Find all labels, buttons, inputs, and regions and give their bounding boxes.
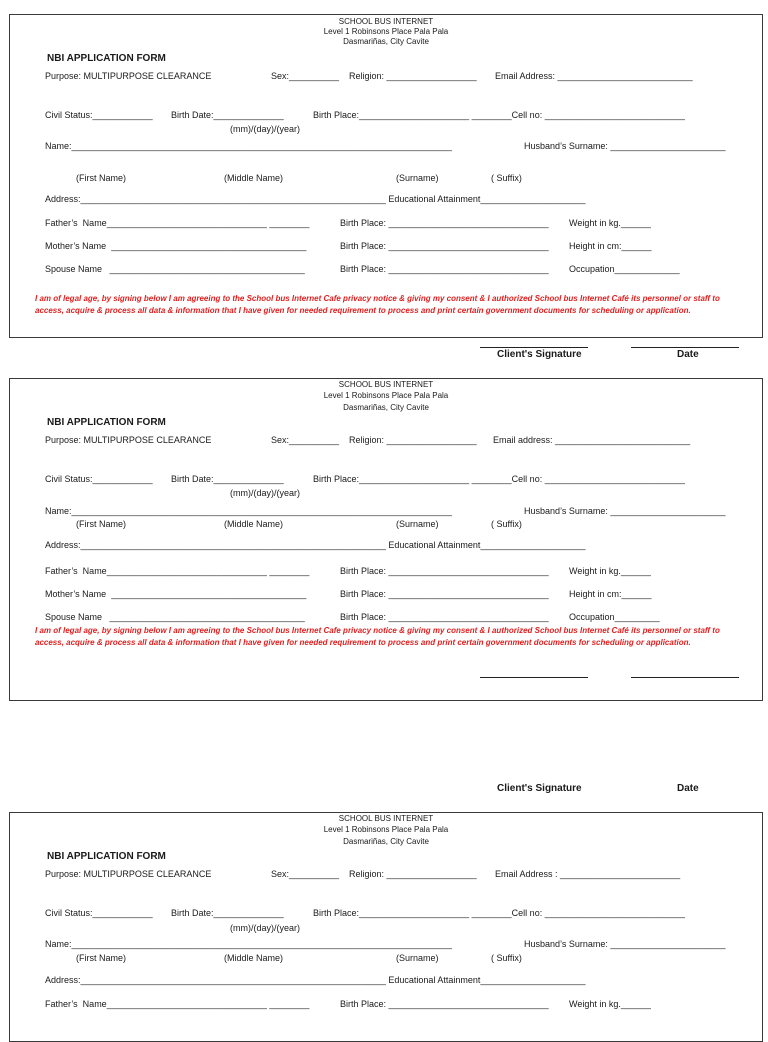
application-form-2 (9, 378, 763, 701)
father-name-field[interactable]: Father’s Name________________________________ ________ (45, 218, 310, 228)
header-line-1: SCHOOL BUS INTERNET (338, 17, 434, 26)
mother-birth-place-field[interactable]: Birth Place: ________________________________ (340, 241, 549, 251)
birth-date-hint: (mm)/(day)/(year) (230, 923, 300, 933)
date-line (631, 677, 739, 678)
mother-name-field[interactable]: Mother’s Name _______________________________________ (45, 589, 307, 599)
religion-field[interactable]: Religion: __________________ (349, 435, 477, 445)
first-name-label: (First Name) (76, 953, 126, 963)
form-title: NBI APPLICATION FORM (47, 851, 166, 862)
middle-name-label: (Middle Name) (224, 173, 284, 183)
civil-status-field[interactable]: Civil Status:____________ (45, 110, 153, 120)
name-field[interactable]: Name:____________________________________________________________________________ (45, 506, 452, 516)
header-line-1: SCHOOL BUS INTERNET (338, 814, 434, 823)
mother-birth-place-field[interactable]: Birth Place: ________________________________ (340, 589, 549, 599)
name-field[interactable]: Name:____________________________________________________________________________ (45, 141, 452, 151)
application-form-3 (9, 812, 763, 1042)
birth-place-cell-row[interactable]: Birth Place:______________________ ________Cell no: ____________________________ (313, 474, 685, 484)
weight-field[interactable]: Weight in kg.______ (569, 218, 651, 228)
signature-line (480, 347, 588, 348)
middle-name-label: (Middle Name) (224, 953, 284, 963)
suffix-label: ( Suffix) (491, 173, 522, 183)
civil-status-field[interactable]: Civil Status:____________ (45, 474, 153, 484)
spouse-birth-place-field[interactable]: Birth Place: ________________________________ (340, 612, 549, 622)
address-field[interactable]: Address:_____________________________________________________________ Educational Attainment_____________________ (45, 975, 586, 985)
first-name-label: (First Name) (76, 173, 126, 183)
husband-surname-field[interactable]: Husband’s Surname: _______________________ (524, 141, 726, 151)
middle-name-label: (Middle Name) (224, 519, 284, 529)
client-signature-label: Client's Signature (497, 783, 582, 794)
header-line-3: Dasmariñas, City Cavite (343, 837, 429, 846)
application-form-1 (9, 14, 763, 338)
purpose-text: Purpose: MULTIPURPOSE CLEARANCE (45, 71, 212, 81)
signature-line (480, 677, 588, 678)
father-birth-place-field[interactable]: Birth Place: ________________________________ (340, 218, 549, 228)
birth-date-hint: (mm)/(day)/(year) (230, 124, 300, 134)
spouse-name-field[interactable]: Spouse Name _______________________________________ (45, 612, 305, 622)
surname-label: (Surname) (396, 953, 439, 963)
header-line-3: Dasmariñas, City Cavite (343, 37, 429, 46)
header-line-2: Level 1 Robinsons Place Pala Pala (323, 391, 449, 400)
sex-field[interactable]: Sex:__________ (271, 71, 340, 81)
weight-field[interactable]: Weight in kg.______ (569, 566, 651, 576)
surname-label: (Surname) (396, 519, 439, 529)
surname-label: (Surname) (396, 173, 439, 183)
father-name-field[interactable]: Father’s Name________________________________ ________ (45, 999, 310, 1009)
religion-field[interactable]: Religion: __________________ (349, 71, 477, 81)
birth-place-cell-row[interactable]: Birth Place:______________________ ________Cell no: ____________________________ (313, 110, 685, 120)
consent-notice: I am of legal age, by signing below I am agreeing to the School bus Internet Cafe privacy notice & giving my consent & I authorized School bus Internet Café its personnel or staff to access, acquire & process all data & information that I have given for needed requirement to process and print certain government documents for scheduling or application. (35, 294, 720, 315)
address-field[interactable]: Address:_____________________________________________________________ Educational Attainment_____________________ (45, 540, 586, 550)
form-title: NBI APPLICATION FORM (47, 417, 166, 428)
weight-field[interactable]: Weight in kg.______ (569, 999, 651, 1009)
religion-field[interactable]: Religion: __________________ (349, 869, 477, 879)
sex-field[interactable]: Sex:__________ (271, 435, 340, 445)
purpose-text: Purpose: MULTIPURPOSE CLEARANCE (45, 869, 212, 879)
birth-place-cell-row[interactable]: Birth Place:______________________ ________Cell no: ____________________________ (313, 908, 685, 918)
occupation-field[interactable]: Occupation_________ (569, 612, 660, 622)
civil-status-field[interactable]: Civil Status:____________ (45, 908, 153, 918)
father-name-field[interactable]: Father’s Name________________________________ ________ (45, 566, 310, 576)
form-title: NBI APPLICATION FORM (47, 53, 166, 64)
email-field[interactable]: Email Address : ________________________ (495, 869, 681, 879)
header-line-2: Level 1 Robinsons Place Pala Pala (323, 27, 449, 36)
client-signature-label: Client's Signature (497, 349, 582, 360)
date-label: Date (677, 349, 699, 360)
spouse-birth-place-field[interactable]: Birth Place: ________________________________ (340, 264, 549, 274)
height-field[interactable]: Height in cm:______ (569, 241, 652, 251)
consent-notice: I am of legal age, by signing below I am agreeing to the School bus Internet Cafe privacy notice & giving my consent & I authorized School bus Internet Café its personnel or staff to access, acquire & process all data & information that I have given for needed requirement to process and print certain government documents for scheduling or application. (35, 626, 720, 647)
header-line-1: SCHOOL BUS INTERNET (338, 380, 434, 389)
date-label: Date (677, 783, 699, 794)
occupation-field[interactable]: Occupation_____________ (569, 264, 680, 274)
suffix-label: ( Suffix) (491, 519, 522, 529)
husband-surname-field[interactable]: Husband’s Surname: _______________________ (524, 506, 726, 516)
address-field[interactable]: Address:_____________________________________________________________ Educational Attainment_____________________ (45, 194, 586, 204)
sex-field[interactable]: Sex:__________ (271, 869, 340, 879)
father-birth-place-field[interactable]: Birth Place: ________________________________ (340, 999, 549, 1009)
father-birth-place-field[interactable]: Birth Place: ________________________________ (340, 566, 549, 576)
email-field[interactable]: Email address: ___________________________ (493, 435, 691, 445)
husband-surname-field[interactable]: Husband’s Surname: _______________________ (524, 939, 726, 949)
spouse-name-field[interactable]: Spouse Name _______________________________________ (45, 264, 305, 274)
height-field[interactable]: Height in cm:______ (569, 589, 652, 599)
header-line-3: Dasmariñas, City Cavite (343, 403, 429, 412)
date-line (631, 347, 739, 348)
birth-date-field[interactable]: Birth Date:______________ (171, 474, 284, 484)
name-field[interactable]: Name:____________________________________________________________________________ (45, 939, 452, 949)
birth-date-hint: (mm)/(day)/(year) (230, 488, 300, 498)
birth-date-field[interactable]: Birth Date:______________ (171, 110, 284, 120)
birth-date-field[interactable]: Birth Date:______________ (171, 908, 284, 918)
first-name-label: (First Name) (76, 519, 126, 529)
email-field[interactable]: Email Address: ___________________________ (495, 71, 693, 81)
mother-name-field[interactable]: Mother’s Name _______________________________________ (45, 241, 307, 251)
suffix-label: ( Suffix) (491, 953, 522, 963)
purpose-text: Purpose: MULTIPURPOSE CLEARANCE (45, 435, 212, 445)
header-line-2: Level 1 Robinsons Place Pala Pala (323, 825, 449, 834)
